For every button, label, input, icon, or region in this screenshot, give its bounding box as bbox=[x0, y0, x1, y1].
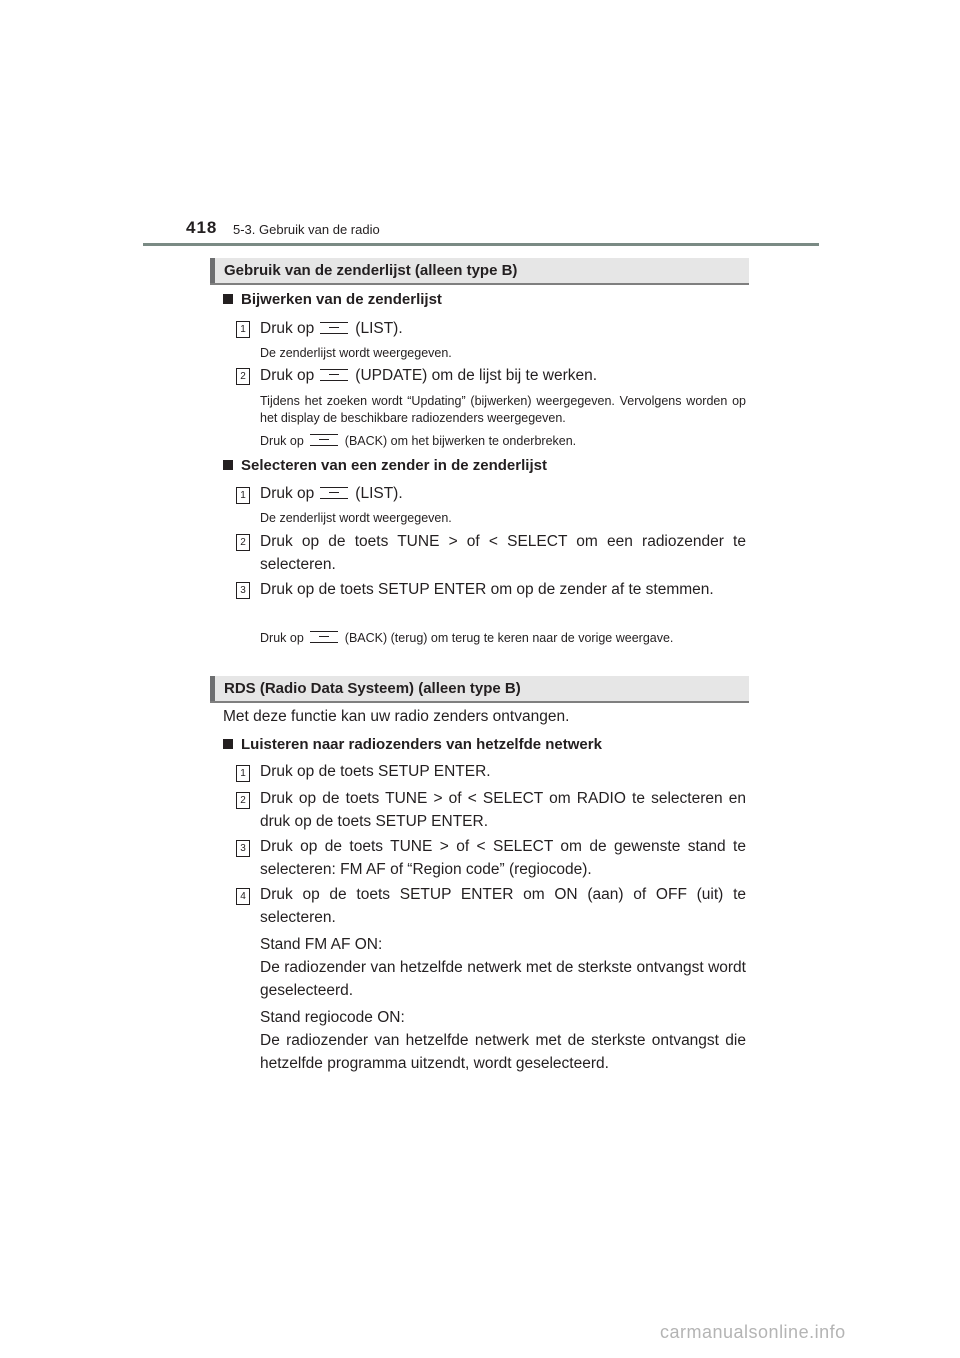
section-heading-text: RDS (Radio Data Systeem) (alleen type B) bbox=[224, 680, 521, 697]
header-rule bbox=[143, 243, 819, 246]
step-number-box: 3 bbox=[236, 582, 250, 599]
section-reference: 5-3. Gebruik van de radio bbox=[233, 222, 380, 237]
step-number-box: 4 bbox=[236, 888, 250, 905]
step-number-box: 3 bbox=[236, 840, 250, 857]
back-button-icon bbox=[310, 631, 338, 643]
back-button-icon bbox=[310, 434, 338, 446]
paragraph-title: Stand regiocode ON: bbox=[260, 1009, 405, 1026]
section-heading-zenderlijst bbox=[210, 258, 749, 285]
step-text: Druk op (UPDATE) om de lijst bij te werken. bbox=[260, 367, 598, 384]
note-text: Tijdens het zoeken wordt “Updating” (bijwerken) weergegeven. Vervolgens worden op het display de beschikbare radiozenders weergegeven. bbox=[260, 394, 746, 425]
step-text: Druk op de toets TUNE > of < SELECT om een radiozender te selecteren. bbox=[260, 533, 746, 573]
subheading-bijwerken: Bijwerken van de zenderlijst bbox=[223, 291, 442, 308]
step-text: Druk op de toets SETUP ENTER om ON (aan) of OFF (uit) te selecteren. bbox=[260, 886, 746, 926]
note-text: Druk op (BACK) om het bijwerken te onderbreken. bbox=[260, 434, 577, 448]
square-bullet-icon bbox=[223, 460, 233, 470]
square-bullet-icon bbox=[223, 739, 233, 749]
update-button-icon bbox=[320, 369, 348, 381]
step-number-box: 2 bbox=[236, 368, 250, 385]
list-button-icon bbox=[320, 322, 348, 334]
step-number-box: 2 bbox=[236, 534, 250, 551]
paragraph-title: Stand FM AF ON: bbox=[260, 936, 383, 953]
step-text: Druk op de toets TUNE > of < SELECT om de gewenste stand te selecteren: FM AF of “Region code” (regiocode). bbox=[260, 838, 746, 878]
note-text: Druk op (BACK) (terug) om terug te keren naar de vorige weergave. bbox=[260, 631, 674, 645]
step-number-box: 1 bbox=[236, 487, 250, 504]
step-text: Druk op de toets SETUP ENTER om op de zender af te stemmen. bbox=[260, 581, 714, 598]
heading-bar bbox=[210, 676, 215, 701]
section-heading-text: Gebruik van de zenderlijst (alleen type B) bbox=[224, 262, 518, 279]
step-text: Druk op de toets SETUP ENTER. bbox=[260, 763, 491, 780]
heading-bar bbox=[210, 258, 215, 283]
step-number-box: 2 bbox=[236, 792, 250, 809]
step-text: Druk op (LIST). bbox=[260, 320, 403, 337]
note-text: De zenderlijst wordt weergegeven. bbox=[260, 511, 452, 525]
square-bullet-icon bbox=[223, 294, 233, 304]
note-text: De zenderlijst wordt weergegeven. bbox=[260, 346, 452, 360]
step-text: Druk op de toets TUNE > of < SELECT om RADIO te selecteren en druk op de toets SETUP ENTER. bbox=[260, 790, 746, 830]
list-button-icon bbox=[320, 487, 348, 499]
paragraph-text: De radiozender van hetzelfde netwerk met de sterkste ontvangst wordt geselecteerd. bbox=[260, 959, 746, 999]
section-heading-rds bbox=[210, 676, 749, 703]
watermark: carmanualsonline.info bbox=[660, 1322, 846, 1342]
page-number: 418 bbox=[186, 218, 218, 237]
subheading-luisteren: Luisteren naar radiozenders van hetzelfde netwerk bbox=[223, 736, 602, 753]
step-text: Druk op (LIST). bbox=[260, 485, 403, 502]
subheading-selecteren: Selecteren van een zender in de zenderlijst bbox=[223, 457, 547, 474]
step-number-box: 1 bbox=[236, 321, 250, 338]
paragraph-text: De radiozender van hetzelfde netwerk met de sterkste ontvangst die hetzelfde programma uitzendt, wordt geselecteerd. bbox=[260, 1032, 746, 1072]
intro-text: Met deze functie kan uw radio zenders ontvangen. bbox=[223, 708, 570, 725]
step-number-box: 1 bbox=[236, 765, 250, 782]
